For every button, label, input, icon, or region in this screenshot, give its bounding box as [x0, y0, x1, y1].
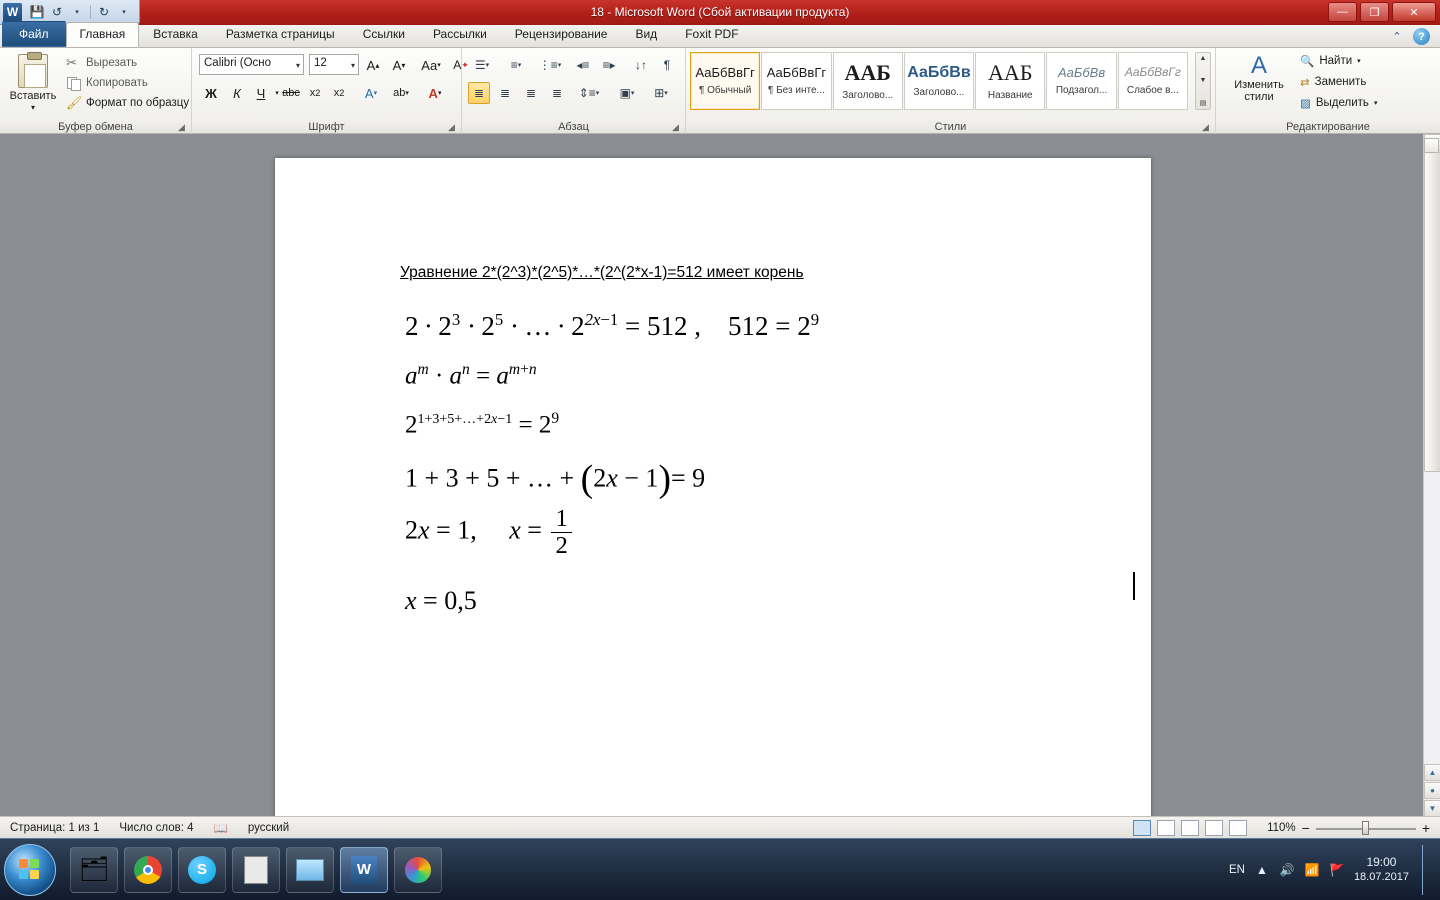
proofing-icon[interactable]: 📖	[213, 822, 228, 835]
status-bar	[0, 816, 1440, 838]
align-center-button[interactable]: ≣	[499, 86, 511, 100]
justify-button[interactable]: ≣	[551, 86, 563, 100]
chevron-up-icon[interactable]: ▲	[1199, 55, 1207, 62]
show-formatting-marks-icon[interactable]: ¶	[663, 58, 671, 72]
document-canvas[interactable]	[0, 134, 1440, 838]
next-page-icon[interactable]: ▼	[1424, 800, 1440, 817]
equation-line-2: $a^m \cdot a^n = a^{m+n}$	[405, 361, 537, 390]
select-browse-object-icon[interactable]: ●	[1424, 782, 1440, 799]
line-spacing-icon[interactable]: ⇕≡ ▾	[578, 86, 600, 100]
multilevel-list-icon[interactable]: ⋮≡ ▾	[538, 58, 562, 72]
zoom-level[interactable]: 110%	[1267, 821, 1296, 834]
style-label: Заголово...	[842, 90, 894, 102]
paintbrush-icon: 🖌	[66, 95, 83, 110]
clock-date: 18.07.2017	[1353, 870, 1409, 883]
style-label: ¶ Без инте...	[767, 85, 825, 97]
style-item-heading2[interactable]	[904, 52, 974, 110]
align-left-button[interactable]: ≣	[468, 82, 490, 104]
equation-line-6: x = 0,5	[405, 586, 477, 615]
font-size-value: 12	[314, 57, 327, 69]
previous-page-icon[interactable]: ▲	[1424, 764, 1440, 781]
scrollbar-thumb[interactable]	[1424, 152, 1440, 472]
equation-line-5: 2x = 1, x = $\frac{1}{2}$	[405, 506, 575, 559]
more-styles-icon[interactable]: ▤	[1199, 100, 1207, 107]
tab-insert[interactable]: Вставка	[153, 27, 198, 41]
show-desktop-button[interactable]	[1422, 845, 1432, 895]
tab-review[interactable]: Рецензирование	[514, 27, 608, 41]
italic-button[interactable]: К	[233, 85, 241, 101]
tab-mailings[interactable]: Рассылки	[432, 27, 487, 41]
start-orb-icon[interactable]	[4, 844, 56, 896]
chevron-down-icon[interactable]: ▾	[1373, 100, 1378, 107]
font-dialog-launcher-icon[interactable]: ◢	[448, 122, 455, 132]
paint-icon	[405, 857, 431, 883]
taskbar-item-chrome[interactable]	[124, 847, 172, 893]
windows-flag-icon	[19, 859, 41, 881]
find-button[interactable]	[1300, 54, 1361, 68]
skype-icon: S	[188, 856, 216, 884]
font-color-icon[interactable]: A ▾	[428, 85, 442, 101]
equation-line-3: $2^{1+3+5+\dots+2x-1} = 2^9$	[405, 410, 560, 439]
zoom-out-button[interactable]: −	[1301, 819, 1310, 836]
system-tray	[1229, 845, 1440, 895]
equation-line-4: 1 + 3 + 5 + … + (2x − 1)= 9	[405, 458, 706, 500]
view-ruler-button[interactable]	[1424, 138, 1439, 153]
tab-home[interactable]: Главная	[66, 22, 140, 47]
volume-icon[interactable]: 🔊	[1279, 862, 1295, 877]
format-painter-label: Формат по образцу	[86, 96, 190, 109]
ribbon-tab-bar	[0, 25, 1440, 48]
select-button[interactable]	[1300, 96, 1377, 110]
style-label: Заголово...	[913, 86, 965, 98]
style-label: Подзагол...	[1055, 85, 1108, 97]
replace-icon: ⇄	[1300, 77, 1310, 89]
font-group-label: Шрифт	[308, 121, 345, 133]
zoom-in-button[interactable]: +	[1421, 819, 1430, 836]
styles-gallery	[690, 52, 1188, 112]
paste-label: Вставить	[9, 90, 57, 102]
status-word-count[interactable]: Число слов: 4	[119, 821, 194, 834]
cut-button[interactable]	[66, 55, 137, 70]
style-preview: АаБбВвГг	[695, 64, 755, 80]
scissors-icon: ✂	[66, 55, 77, 70]
ribbon-group-clipboard	[0, 48, 192, 134]
style-item-no-spacing[interactable]	[761, 52, 831, 110]
style-preview: АаБбВвГг	[766, 64, 827, 80]
style-item-normal[interactable]	[690, 52, 760, 110]
replace-label: Заменить	[1314, 76, 1367, 88]
tab-foxit-pdf[interactable]: Foxit PDF	[685, 27, 739, 41]
numbering-icon[interactable]: ≡ ▾	[510, 58, 522, 72]
redo-icon[interactable]: ↻	[98, 5, 110, 19]
language-indicator[interactable]: EN	[1228, 863, 1245, 876]
find-label: Найти	[1319, 55, 1353, 67]
font-name-value: Calibri (Осно	[204, 57, 272, 69]
style-label: ¶ Обычный	[698, 85, 752, 97]
change-styles-label: Изменить стили	[1234, 79, 1284, 103]
clock-time: 19:00	[1366, 854, 1397, 869]
document-heading: Уравнение 2*(2^3)*(2^5)*…*(2^(2*x-1)=512 имеет корень	[400, 264, 804, 281]
chevron-down-icon[interactable]: ▾	[30, 103, 35, 112]
align-right-button[interactable]: ≣	[525, 86, 537, 100]
change-styles-button[interactable]	[1226, 53, 1292, 103]
restore-button[interactable]: ❐	[1360, 2, 1389, 22]
underline-dropdown-icon[interactable]: ▾	[275, 90, 279, 97]
view-draft-button[interactable]	[1229, 820, 1247, 836]
photo-viewer-icon	[296, 859, 324, 881]
vertical-scrollbar[interactable]	[1423, 134, 1440, 838]
view-full-screen-reading-button[interactable]	[1157, 820, 1175, 836]
windows-taskbar	[0, 838, 1440, 900]
increase-indent-icon[interactable]: ≡▸	[602, 58, 616, 72]
show-hidden-icons-icon[interactable]: ▲	[1255, 862, 1268, 877]
paste-button[interactable]	[6, 52, 60, 118]
styles-group-label: Стили	[934, 121, 967, 133]
search-icon: 🔍	[1300, 56, 1315, 68]
paragraph-dialog-launcher-icon[interactable]: ◢	[672, 122, 679, 132]
view-web-layout-button[interactable]	[1181, 820, 1199, 836]
sort-icon[interactable]: ↓↑	[635, 58, 647, 72]
styles-dialog-launcher-icon[interactable]: ◢	[1202, 122, 1209, 132]
network-icon[interactable]: 📶	[1304, 862, 1320, 877]
paragraph-group-label: Абзац	[558, 121, 589, 133]
chevron-down-icon[interactable]: ▾	[295, 61, 300, 70]
document-page[interactable]	[275, 158, 1151, 838]
clipboard-dialog-launcher-icon[interactable]: ◢	[178, 122, 185, 132]
style-item-heading1[interactable]	[833, 52, 903, 110]
font-size-combo[interactable]	[309, 54, 359, 75]
replace-button[interactable]	[1300, 75, 1366, 89]
ribbon-group-styles	[686, 48, 1216, 134]
superscript-button[interactable]: x 2	[333, 87, 345, 99]
tab-file[interactable]: Файл	[2, 21, 66, 47]
copy-button[interactable]	[66, 75, 148, 90]
style-preview: АаБбВв	[907, 64, 971, 82]
select-icon: ▨	[1300, 98, 1311, 110]
format-painter-button[interactable]	[66, 95, 189, 110]
view-print-layout-button[interactable]	[1133, 820, 1151, 836]
shrink-font-icon[interactable]: A ▾	[392, 57, 406, 73]
calculator-icon	[244, 856, 268, 884]
strikethrough-button[interactable]: abc	[282, 87, 300, 99]
help-icon[interactable]: ?	[1413, 28, 1430, 45]
styles-gallery-scroll[interactable]	[1195, 52, 1211, 110]
chevron-down-icon[interactable]: ▼	[1199, 77, 1207, 84]
font-name-combo[interactable]	[199, 54, 304, 75]
style-preview: ААБ	[844, 59, 891, 85]
select-label: Выделить	[1315, 97, 1369, 109]
shading-icon[interactable]: ▣ ▾	[619, 86, 635, 100]
taskbar-item-skype[interactable]	[178, 847, 226, 893]
grow-font-icon[interactable]: A ▴	[366, 57, 380, 73]
taskbar-item-word[interactable]	[340, 847, 388, 893]
action-center-icon[interactable]: 🚩	[1329, 862, 1345, 877]
status-page[interactable]: Страница: 1 из 1	[10, 821, 100, 834]
clock[interactable]	[1354, 855, 1409, 885]
taskbar-item-photo-viewer[interactable]	[286, 847, 334, 893]
ribbon-tab-right-controls	[1389, 28, 1440, 47]
underline-button[interactable]: Ч	[256, 85, 266, 101]
style-item-title[interactable]	[975, 52, 1045, 110]
chevron-down-icon[interactable]: ▾	[350, 61, 355, 70]
copy-icon	[66, 75, 81, 90]
editing-group-label: Редактирование	[1286, 121, 1370, 133]
view-outline-button[interactable]	[1205, 820, 1223, 836]
clipboard-icon	[18, 54, 48, 88]
ribbon-group-font	[192, 48, 469, 134]
style-item-subtle-emphasis[interactable]	[1118, 52, 1188, 110]
text-cursor	[1133, 572, 1135, 600]
cut-label: Вырезать	[86, 56, 138, 69]
style-preview: ААБ	[988, 59, 1033, 85]
style-label: Слабое в...	[1126, 84, 1179, 96]
style-preview: АаБбВв	[1057, 64, 1106, 80]
highlight-color-icon[interactable]: ab ▾	[393, 87, 409, 99]
clear-formatting-icon[interactable]: A ✦	[453, 58, 469, 72]
borders-icon[interactable]: ⊞ ▾	[654, 86, 668, 100]
text-effects-icon[interactable]: A ▾	[364, 85, 378, 101]
tab-page-layout[interactable]: Разметка страницы	[225, 27, 335, 41]
bullets-icon[interactable]: ☰ ▾	[474, 58, 490, 72]
collapse-ribbon-icon[interactable]: ⌃	[1392, 31, 1402, 43]
bold-button[interactable]: Ж	[205, 85, 217, 101]
style-preview: АаБбВвГг	[1124, 65, 1181, 80]
style-label: Название	[987, 90, 1033, 102]
window-title: 18 - Microsoft Word (Сбой активации продукта)	[590, 5, 850, 19]
word-icon: W	[351, 856, 377, 884]
zoom-slider[interactable]	[1316, 821, 1416, 835]
ribbon	[0, 48, 1440, 134]
chevron-down-icon[interactable]: ▾	[1357, 58, 1361, 65]
equation-line-1: $2 \cdot 2^3 \cdot 2^5$ · … · $2^{2x-1} = 512$ , $512 = 2^9$	[405, 310, 820, 341]
taskbar-buttons	[70, 847, 442, 893]
undo-dropdown-icon[interactable]: ▾	[75, 9, 79, 16]
clipboard-group-label: Буфер обмена	[58, 121, 133, 133]
change-case-icon[interactable]: Aa ▾	[421, 57, 441, 73]
minimize-button[interactable]: —	[1328, 2, 1357, 22]
zoom-thumb[interactable]	[1362, 821, 1369, 835]
tab-references[interactable]: Ссылки	[362, 27, 405, 41]
style-item-subtitle[interactable]	[1046, 52, 1116, 110]
save-icon[interactable]: 💾	[29, 5, 45, 19]
word-icon[interactable]: W	[3, 3, 22, 22]
ribbon-group-paragraph	[462, 48, 686, 134]
close-button[interactable]: ✕	[1392, 2, 1436, 22]
customize-qat-icon[interactable]: ▾	[122, 9, 126, 16]
taskbar-item-paint[interactable]	[394, 847, 442, 893]
decrease-indent-icon[interactable]: ◂≡	[576, 58, 590, 72]
copy-label: Копировать	[86, 76, 148, 89]
chrome-icon	[134, 856, 162, 884]
change-styles-icon: A	[1250, 52, 1267, 79]
status-language[interactable]: русский	[247, 821, 290, 834]
fraction-one-half: $\frac{1}{2}$	[551, 506, 571, 559]
ribbon-group-editing	[1216, 48, 1440, 134]
undo-icon[interactable]: ↺	[51, 5, 63, 19]
status-right	[1133, 820, 1440, 836]
taskbar-item-calculator[interactable]	[232, 847, 280, 893]
subscript-button[interactable]: x 2	[309, 87, 321, 99]
taskbar-item-explorer[interactable]	[70, 847, 118, 893]
tab-view[interactable]: Вид	[635, 27, 658, 41]
explorer-icon: 🗂	[78, 856, 110, 883]
window-controls	[1328, 2, 1436, 22]
